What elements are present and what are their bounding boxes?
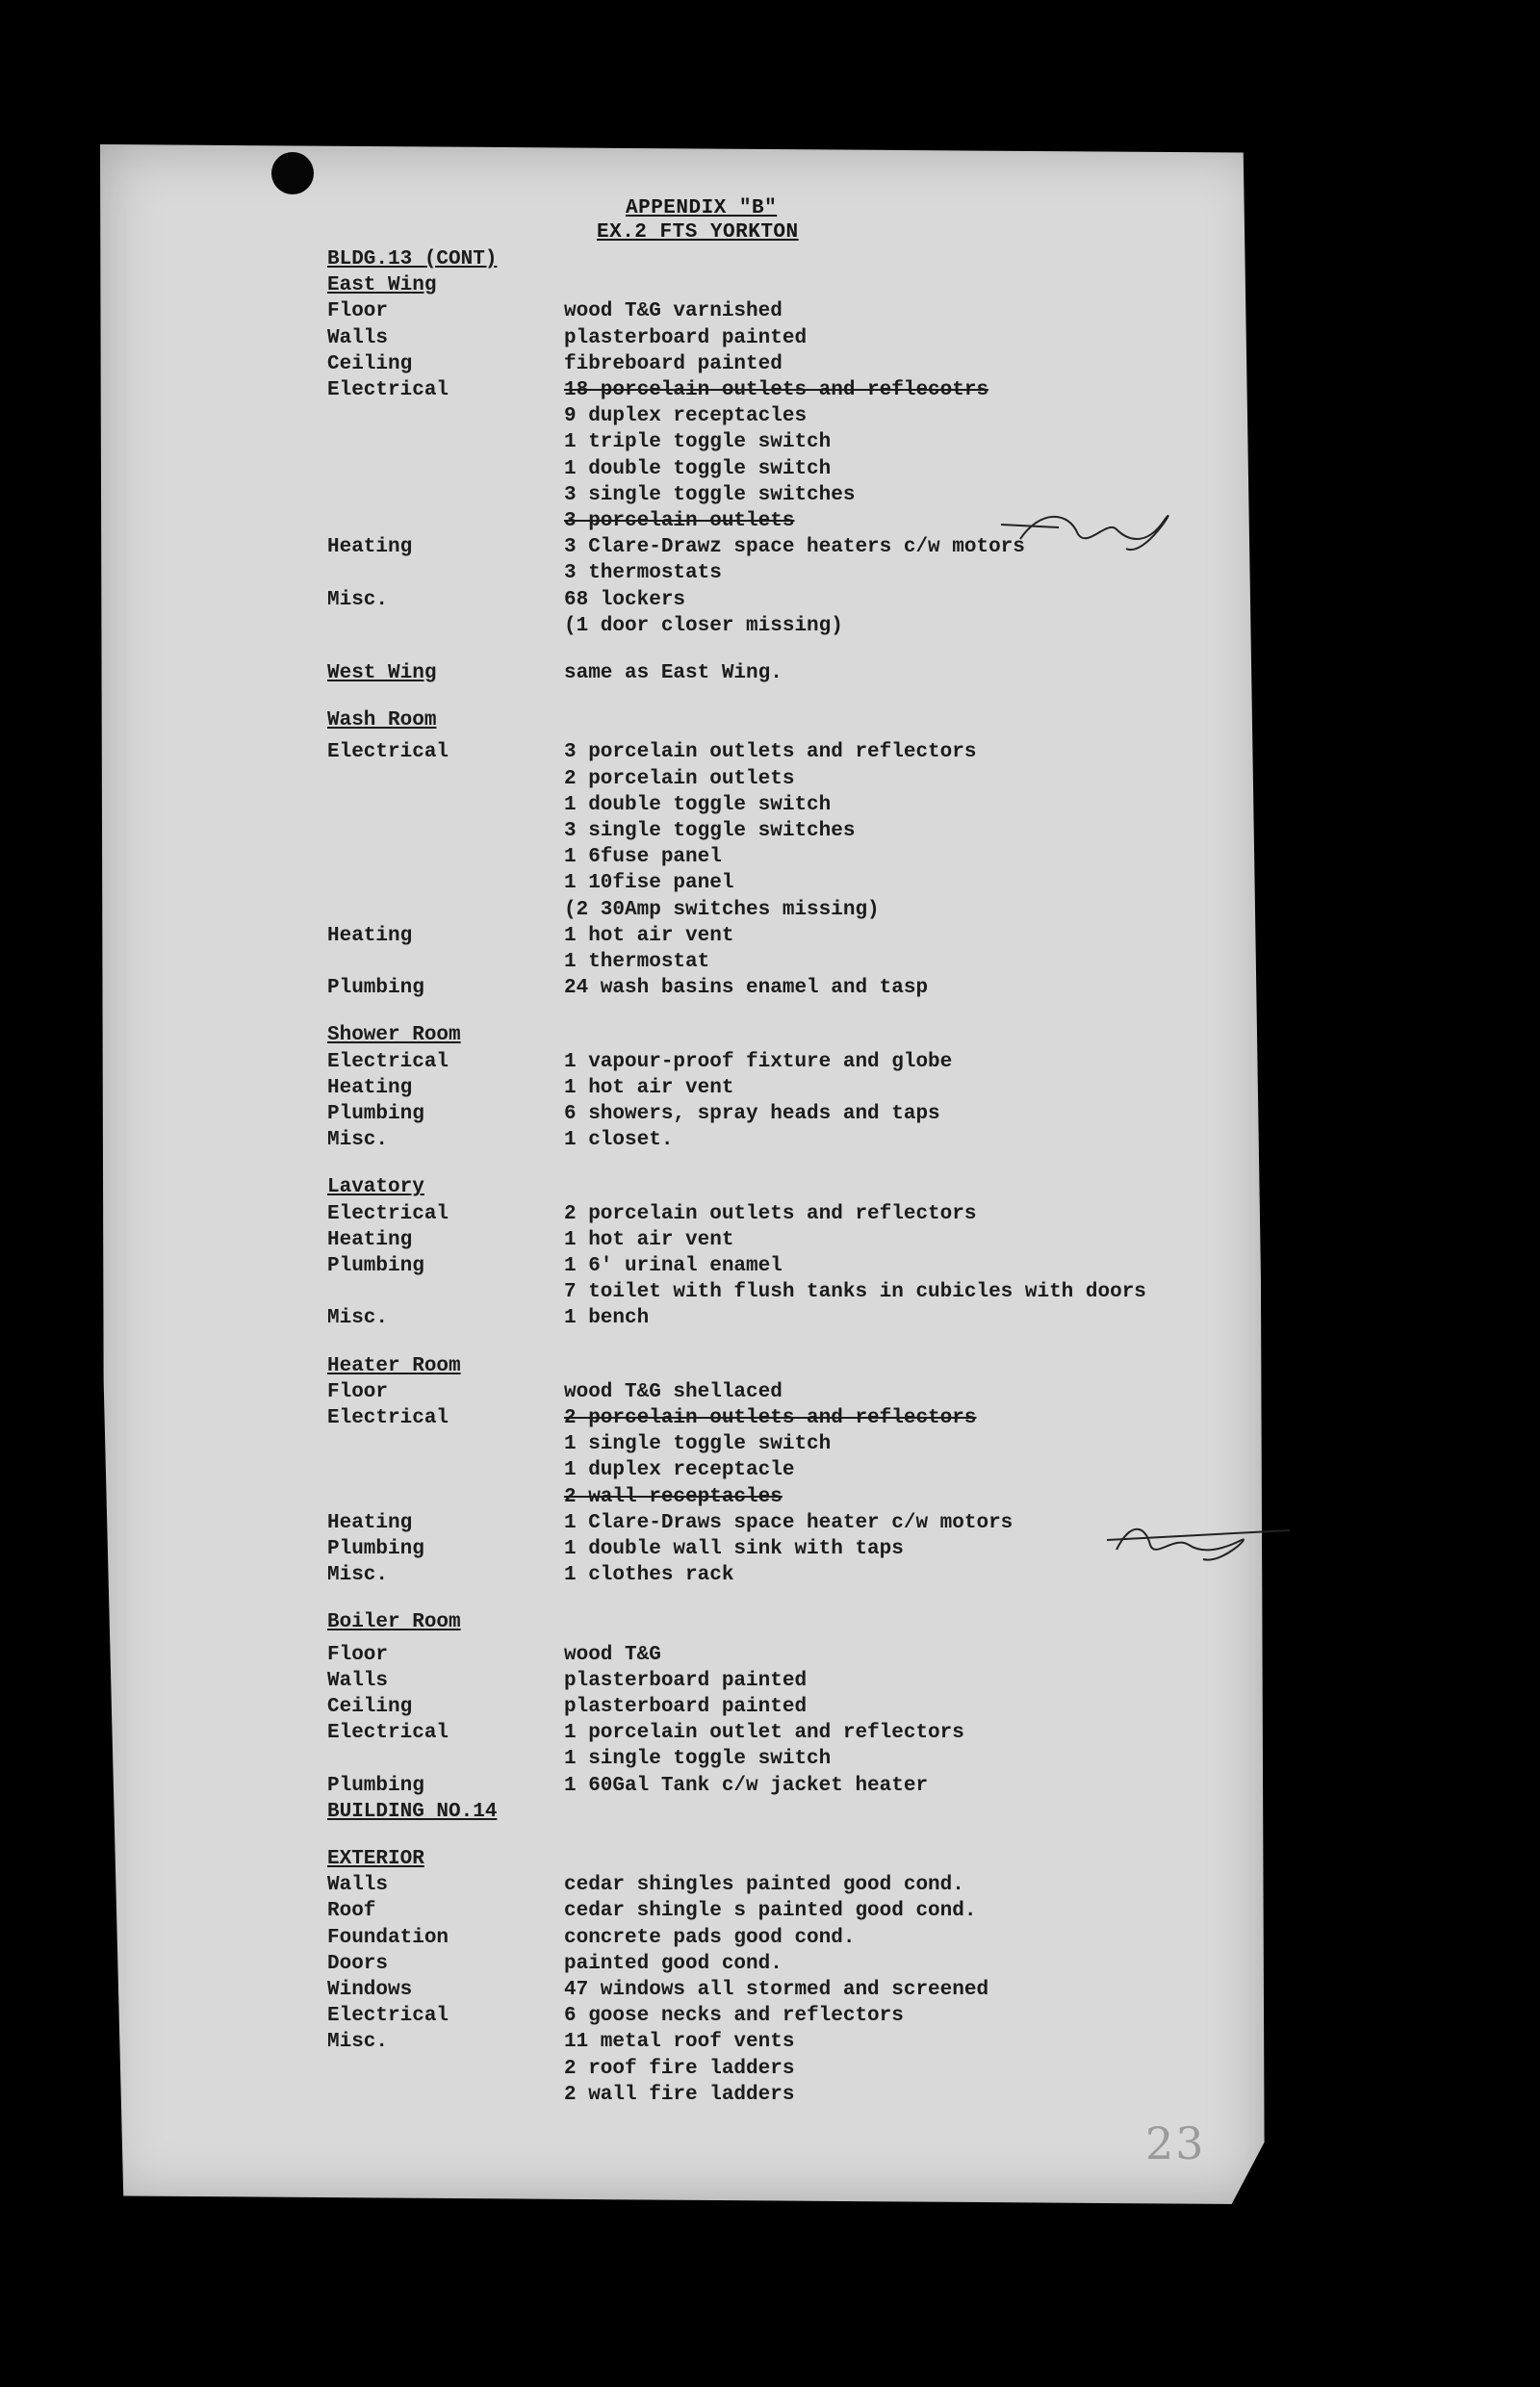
- row-label: Electrical: [327, 1722, 449, 1745]
- page-number: 23: [1145, 2118, 1206, 2169]
- row-value: wood T&G shellaced: [564, 1380, 783, 1403]
- row-value: 1 10fise panel: [564, 872, 734, 895]
- row-value: 1 60Gal Tank c/w jacket heater: [564, 1774, 929, 1797]
- row-value: (2 30Amp switches missing): [564, 898, 880, 921]
- row-value: cedar shingle s painted good cond.: [564, 1900, 977, 1923]
- row-value: concrete pads good cond.: [564, 1926, 856, 1949]
- row-value: 68 lockers: [564, 588, 686, 611]
- section-title: Heater Room: [327, 1354, 461, 1377]
- row-label: Walls: [327, 1874, 389, 1897]
- row-label: Windows: [327, 1979, 413, 2001]
- row-label: Plumbing: [327, 1103, 424, 1125]
- row-value: 1 closet.: [564, 1129, 674, 1152]
- row-label: Electrical: [327, 2005, 449, 2028]
- row-value: 1 hot air vent: [564, 924, 734, 947]
- row-label: Electrical: [327, 741, 449, 764]
- row-label: Plumbing: [327, 1255, 424, 1277]
- row-label: Plumbing: [327, 1538, 424, 1560]
- row-label: Electrical: [327, 1407, 449, 1429]
- row-label: Misc.: [327, 1307, 389, 1330]
- row-value: 2 porcelain outlets and reflectors: [564, 1407, 977, 1429]
- row-value: 6 showers, spray heads and taps: [564, 1103, 940, 1125]
- row-value: 3 porcelain outlets: [564, 510, 795, 532]
- row-label: Floor: [327, 1380, 389, 1403]
- row-value: 1 double toggle switch: [564, 457, 832, 480]
- row-label: Misc.: [327, 588, 389, 611]
- row-value: 1 porcelain outlet and reflectors: [564, 1722, 964, 1745]
- row-label: Heating: [327, 1511, 413, 1534]
- row-value: 1 clothes rack: [564, 1564, 734, 1587]
- row-value: 1 6' urinal enamel: [564, 1255, 783, 1277]
- row-label: Electrical: [327, 1050, 449, 1073]
- section-title: BUILDING NO.14: [327, 1800, 498, 1823]
- row-value: 1 Clare-Draws space heater c/w motors: [564, 1511, 1014, 1534]
- row-value: (1 door closer missing): [564, 614, 843, 637]
- section-inline-value: same as East Wing.: [564, 662, 783, 684]
- row-value: 6 goose necks and reflectors: [564, 2005, 904, 2028]
- row-value: plasterboard painted: [564, 326, 808, 349]
- row-value: 1 bench: [564, 1307, 650, 1330]
- row-label: Misc.: [327, 2031, 389, 2054]
- row-value: 2 porcelain outlets and reflectors: [564, 1202, 977, 1225]
- section-title: Wash Room: [327, 709, 437, 732]
- row-value: 1 hot air vent: [564, 1076, 734, 1099]
- row-value: 3 single toggle switches: [564, 820, 856, 842]
- row-label: Misc.: [327, 1564, 389, 1587]
- row-value: fibreboard painted: [564, 352, 783, 375]
- section-title: East Wing: [327, 274, 437, 297]
- row-label: Heating: [327, 1076, 413, 1099]
- row-value: 2 porcelain outlets: [564, 767, 795, 790]
- initials-mark-2: [1107, 1511, 1299, 1569]
- punch-hole: [271, 152, 314, 194]
- row-value: 1 thermostat: [564, 951, 710, 973]
- row-value: 2 wall receptacles: [564, 1485, 783, 1508]
- section-title: West Wing: [327, 662, 437, 684]
- row-label: Heating: [327, 1228, 413, 1251]
- row-value: 18 porcelain outlets and reflecotrs: [564, 379, 989, 401]
- section-title: EXTERIOR: [327, 1848, 424, 1870]
- row-value: plasterboard painted: [564, 1696, 808, 1718]
- row-label: Heating: [327, 536, 413, 559]
- row-value: 7 toilet with flush tanks in cubicles with doors: [564, 1281, 1146, 1304]
- row-value: 1 6fuse panel: [564, 846, 722, 869]
- section-title: Lavatory: [327, 1176, 424, 1199]
- row-label: Ceiling: [327, 352, 413, 375]
- appendix-title: APPENDIX "B": [626, 197, 778, 219]
- row-value: 1 single toggle switch: [564, 1748, 832, 1771]
- row-value: 2 wall fire ladders: [564, 2083, 795, 2106]
- row-value: wood T&G varnished: [564, 300, 783, 323]
- section-title: Boiler Room: [327, 1611, 461, 1634]
- row-value: cedar shingles painted good cond.: [564, 1874, 964, 1897]
- row-value: 3 Clare-Drawz space heaters c/w motors: [564, 536, 1025, 559]
- row-label: Doors: [327, 1952, 389, 1975]
- section-title: Shower Room: [327, 1024, 461, 1047]
- row-label: Electrical: [327, 379, 449, 401]
- row-value: 3 single toggle switches: [564, 483, 856, 506]
- row-value: plasterboard painted: [564, 1669, 808, 1692]
- row-label: Walls: [327, 1669, 389, 1692]
- row-label: Ceiling: [327, 1696, 413, 1718]
- row-value: 11 metal roof vents: [564, 2031, 795, 2054]
- row-label: Electrical: [327, 1202, 449, 1225]
- row-label: Roof: [327, 1900, 376, 1923]
- row-value: 1 vapour-proof fixture and globe: [564, 1050, 953, 1073]
- row-label: Floor: [327, 300, 389, 323]
- row-value: 1 double wall sink with taps: [564, 1538, 904, 1560]
- row-value: 1 single toggle switch: [564, 1433, 832, 1456]
- row-value: 1 double toggle switch: [564, 793, 832, 816]
- row-value: 3 thermostats: [564, 562, 722, 585]
- row-value: 1 triple toggle switch: [564, 431, 832, 454]
- row-value: 24 wash basins enamel and tasp: [564, 977, 929, 1000]
- row-label: Floor: [327, 1643, 389, 1666]
- row-label: Misc.: [327, 1129, 389, 1152]
- row-value: 2 roof fire ladders: [564, 2057, 795, 2080]
- row-value: 9 duplex receptacles: [564, 405, 808, 428]
- row-value: painted good cond.: [564, 1952, 783, 1975]
- row-label: Heating: [327, 924, 413, 947]
- row-value: wood T&G: [564, 1643, 661, 1666]
- row-value: 47 windows all stormed and screened: [564, 1979, 989, 2001]
- row-value: 3 porcelain outlets and reflectors: [564, 741, 977, 764]
- row-label: Foundation: [327, 1926, 449, 1949]
- row-label: Plumbing: [327, 977, 424, 1000]
- row-value: 1 hot air vent: [564, 1228, 734, 1251]
- appendix-subtitle: EX.2 FTS YORKTON: [597, 221, 799, 244]
- section-title: BLDG.13 (CONT): [327, 248, 498, 270]
- row-label: Plumbing: [327, 1774, 424, 1797]
- initials-mark-1: [1001, 481, 1213, 558]
- row-label: Walls: [327, 326, 389, 349]
- row-value: 1 duplex receptacle: [564, 1459, 795, 1482]
